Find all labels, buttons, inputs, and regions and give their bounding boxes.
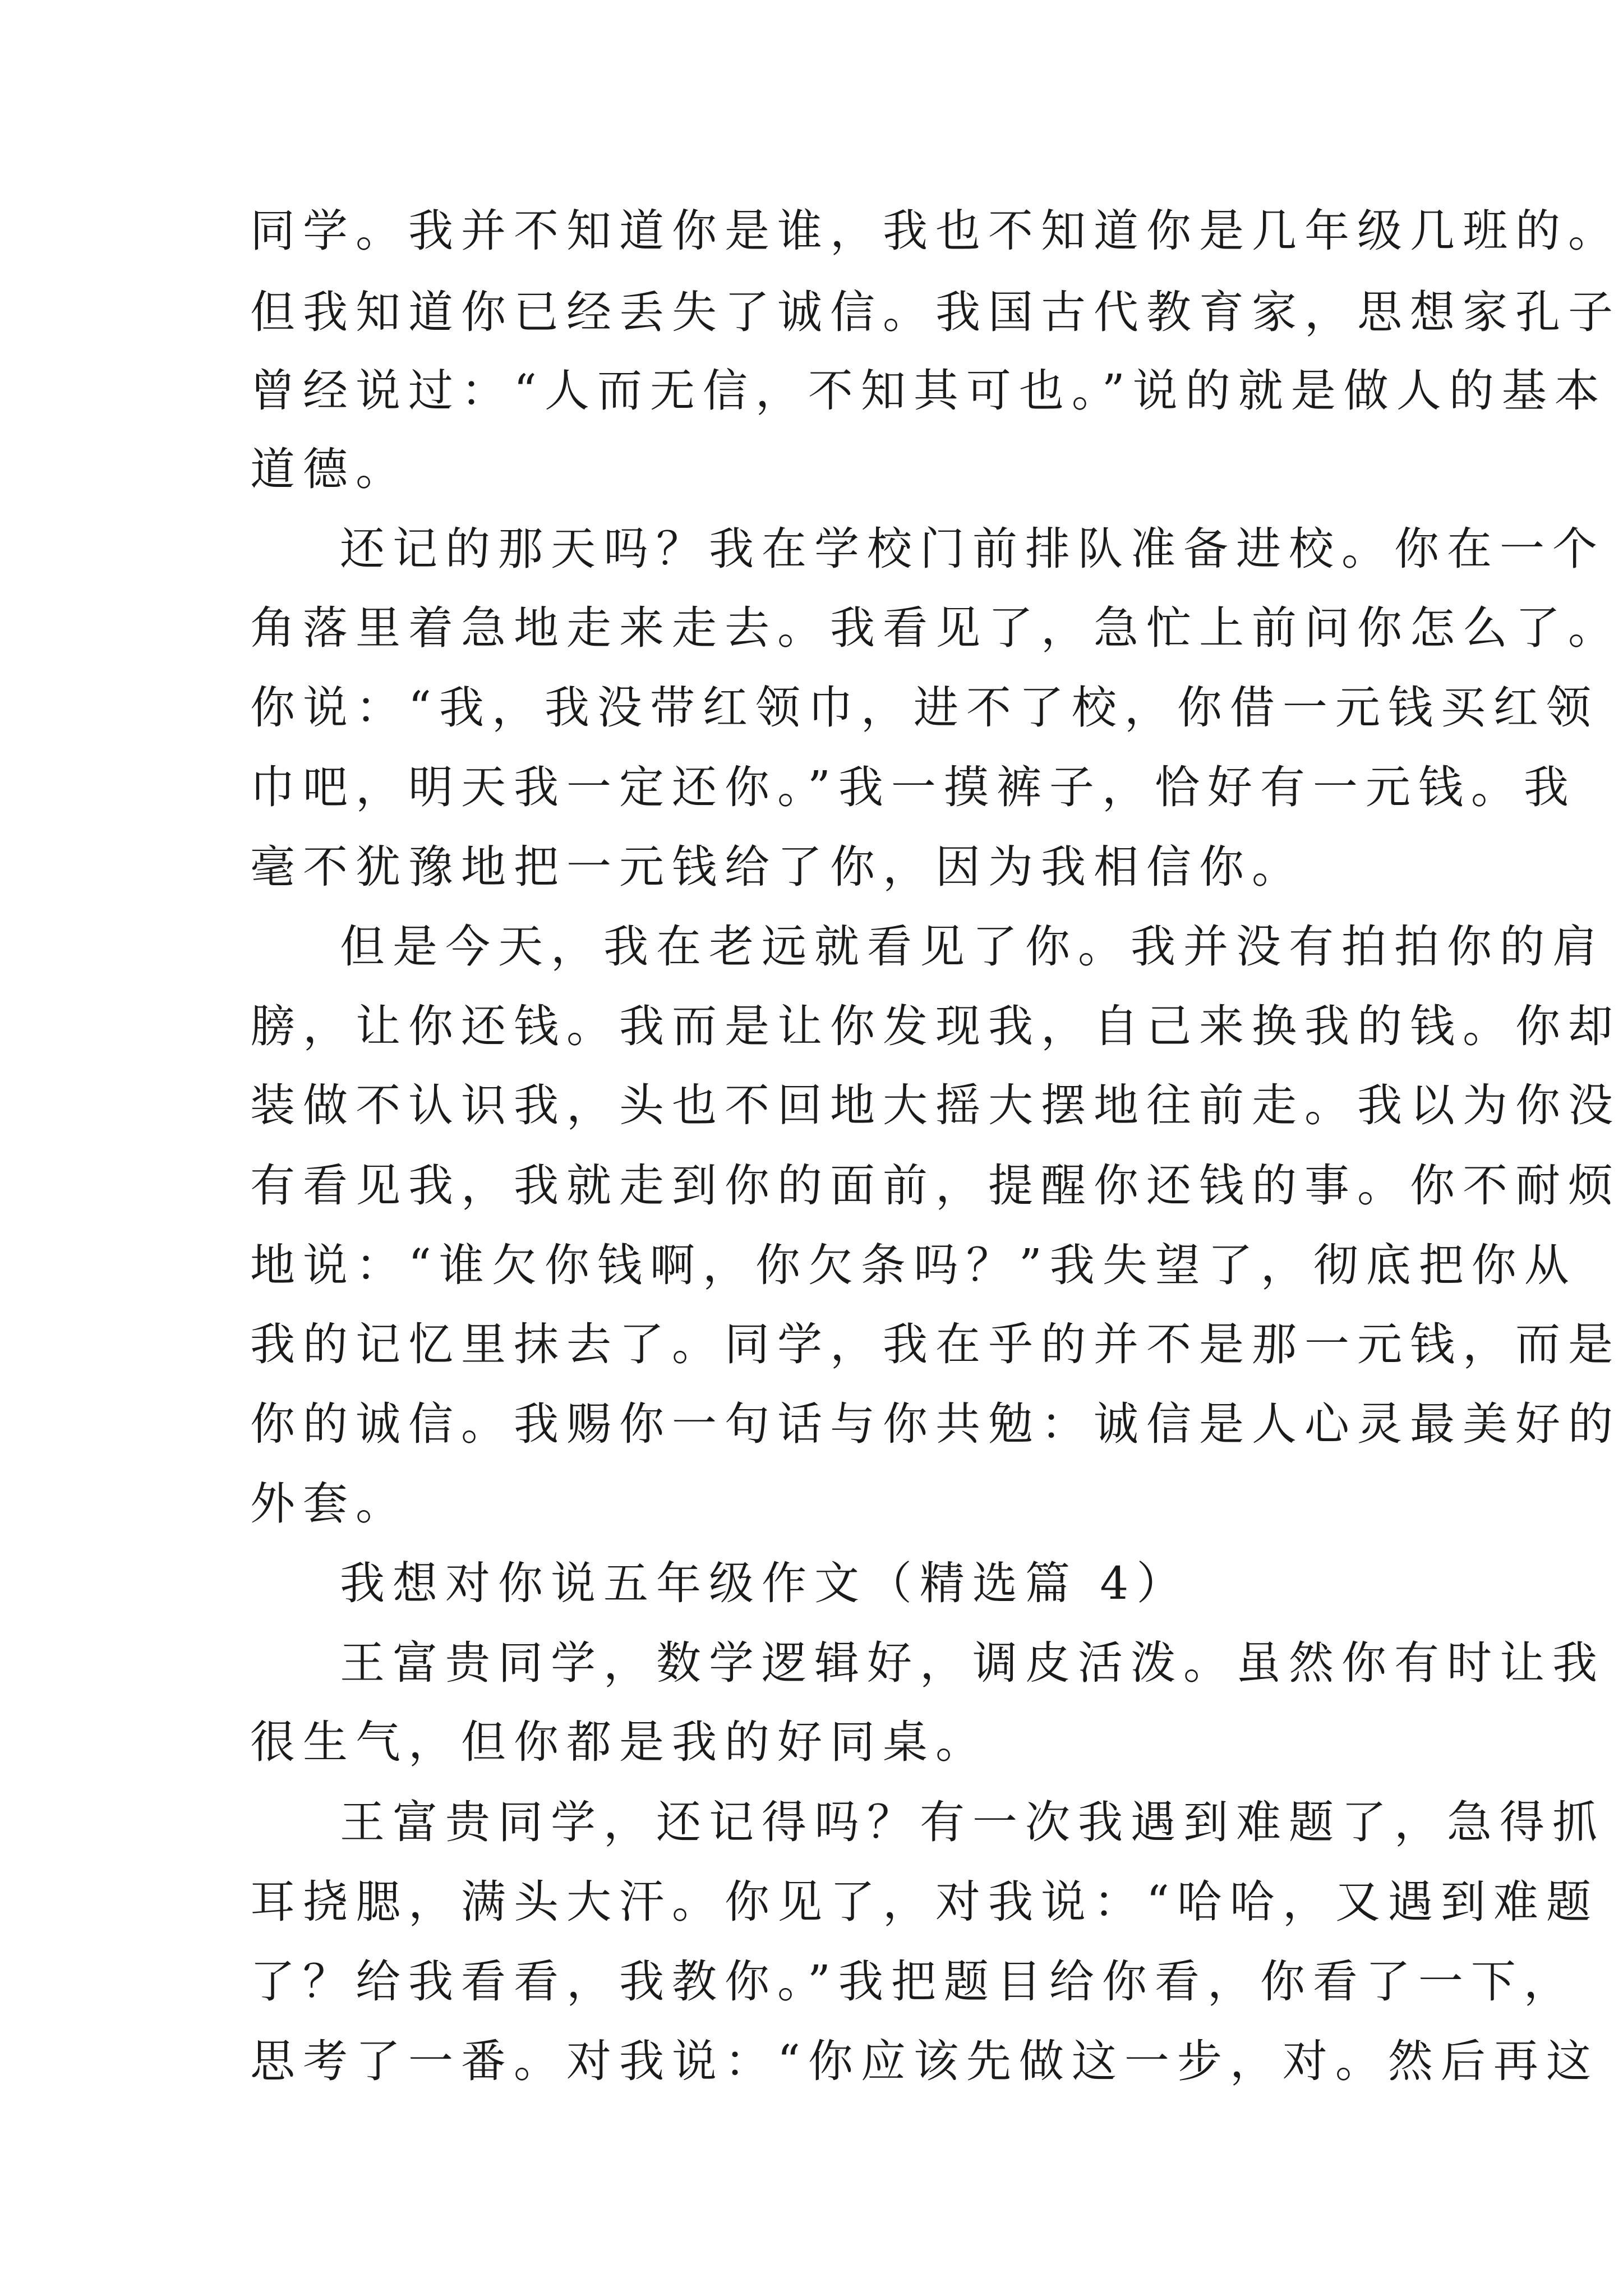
text-line: 膀，让你还钱。我而是让你发现我，自己来换我的钱。你却 — [250, 1000, 1621, 1052]
text-line: 我的记忆里抹去了。同学，我在乎的并不是那一元钱，而是 — [250, 1318, 1621, 1370]
text-line: 很生气，但你都是我的好同桌。 — [250, 1716, 988, 1768]
text-line: 同学。我并不知道你是谁，我也不知道你是几年级几班的。 — [250, 205, 1621, 257]
text-line: 巾吧，明天我一定还你。”我一摸裤子，恰好有一元钱。我 — [250, 761, 1576, 813]
text-line: 装做不认识我，头也不回地大摇大摆地往前走。我以为你没 — [250, 1079, 1621, 1131]
text-line: 道德。 — [250, 443, 408, 495]
text-line: 了？给我看看，我教你。”我把题目给你看，你看了一下， — [250, 1955, 1576, 2008]
paragraph-first-line: 王富贵同学，数学逻辑好，调皮活泼。虽然你有时让我 — [340, 1637, 1605, 1689]
text-line: 曾经说过：“人而无信，不知其可也。”说的就是做人的基本 — [250, 365, 1607, 417]
paragraph-first-line: 但是今天，我在老远就看见了你。我并没有拍拍你的肩 — [340, 921, 1605, 973]
text-line: 地说：“谁欠你钱啊，你欠条吗？”我失望了，彻底把你从 — [250, 1239, 1577, 1291]
text-line: 外套。 — [250, 1478, 408, 1530]
text-line: 你说：“我，我没带红领巾，进不了校，你借一元钱买红领 — [250, 682, 1599, 734]
text-line: 毫不犹豫地把一元钱给了你，因为我相信你。 — [250, 841, 1304, 893]
section-heading: 我想对你说五年级作文（精选篇 4） — [340, 1557, 1189, 1609]
paragraph-first-line: 王富贵同学，还记得吗？有一次我遇到难题了，急得抓 — [340, 1796, 1605, 1848]
text-line: 耳挠腮，满头大汗。你见了，对我说：“哈哈，又遇到难题 — [250, 1876, 1599, 1928]
text-line: 有看见我，我就走到你的面前，提醒你还钱的事。你不耐烦 — [250, 1159, 1621, 1212]
text-line: 角落里着急地走来走去。我看见了，急忙上前问你怎么了。 — [250, 602, 1621, 654]
paragraph-first-line: 还记的那天吗？我在学校门前排队准备进校。你在一个 — [340, 523, 1605, 575]
text-line: 但我知道你已经丢失了诚信。我国古代教育家，思想家孔子 — [250, 286, 1621, 338]
text-line: 你的诚信。我赐你一句话与你共勉：诚信是人心灵最美好的 — [250, 1398, 1621, 1450]
text-line: 思考了一番。对我说：“你应该先做这一步，对。然后再这 — [250, 2035, 1599, 2087]
